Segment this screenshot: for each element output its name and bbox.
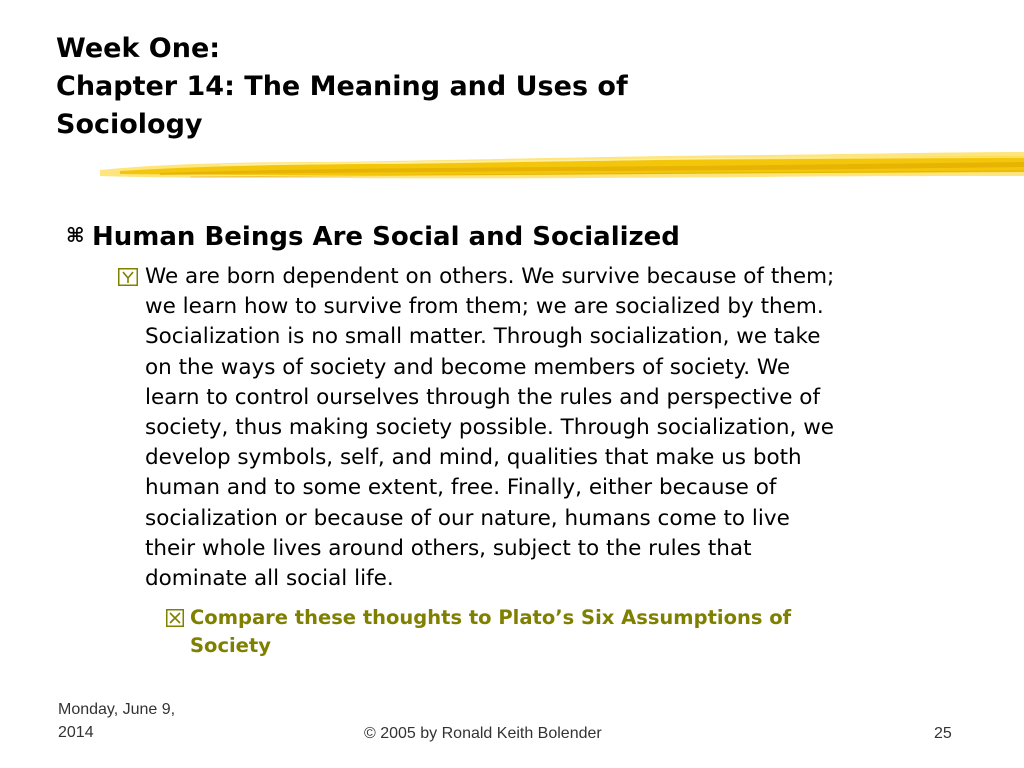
bullet-level-2-text: We are born dependent on others. We survive because of them; we learn how to survive from them; we are socialized by them. Socialization is no small matter. Through socialization, we take on the ways of society and become members of society. We learn to control ourselves through the rules and perspective of society, thus making society possible. Through socialization, we develop symbols, self, and mind, qualities that make us both human and to some extent, free. Finally, either because of socialization or because of our nature, humans come to live their whole lives around others, subject to the rules that dominate all social life.	[145, 264, 835, 592]
bullet-level-1	[66, 217, 966, 255]
checkbox-y-icon	[118, 268, 138, 286]
slide-title	[56, 30, 956, 144]
bullet-level-3-text: Compare these thoughts to Plato’s Six Assumptions of Society	[190, 606, 792, 657]
title-line-1: Week One:	[56, 33, 221, 64]
title-line-2: Chapter 14: The Meaning and Uses of	[56, 71, 628, 102]
bullet-level-2	[118, 262, 948, 594]
z-bullet-icon: ⌘	[66, 223, 85, 247]
footer-page-number: 25	[934, 725, 952, 742]
highlighter-stroke-decoration	[100, 140, 1024, 190]
footer-copyright: © 2005 by Ronald Keith Bolender	[364, 725, 602, 742]
bullet-level-1-text: Human Beings Are Social and Socialized	[92, 222, 680, 252]
checkbox-x-icon	[166, 609, 184, 627]
bullet-level-3	[166, 604, 926, 660]
footer-date: Monday, June 9, 2014	[58, 701, 176, 741]
title-line-3: Sociology	[56, 109, 203, 140]
